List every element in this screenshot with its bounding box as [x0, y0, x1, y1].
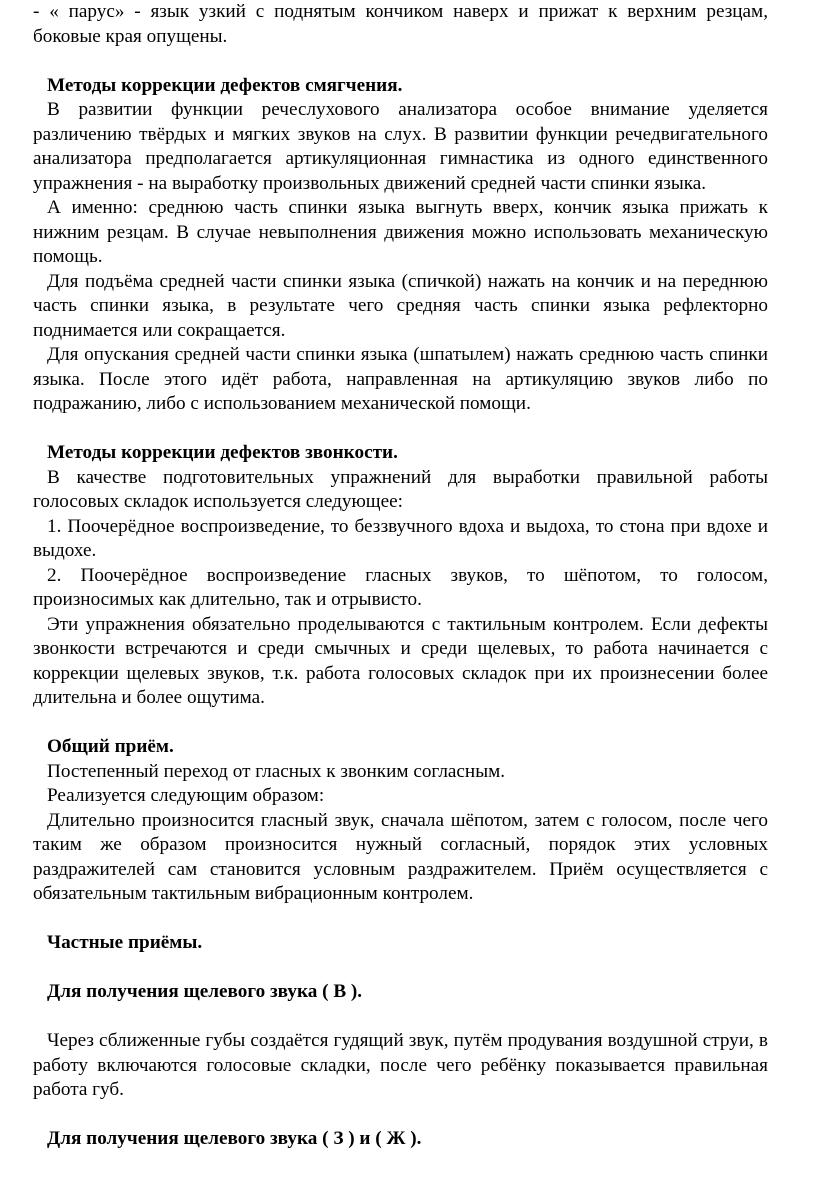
section-heading: Общий приём.	[47, 736, 174, 757]
section-heading: Для получения щелевого звука ( В ).	[47, 981, 363, 1002]
section-heading: Для получения щелевого звука ( З ) и ( Ж ).	[47, 1128, 422, 1149]
blank-line	[33, 1005, 768, 1030]
section-heading: Методы коррекции дефектов звонкости.	[47, 442, 398, 463]
paragraph: Постепенный переход от гласных к звонким согласным.	[47, 760, 506, 782]
paragraph: 2. Поочерёдное воспроизведение гласных звуков, то шёпотом, то голосом, произносимых как длительно, так и отрывисто.	[33, 564, 768, 610]
section-heading: Методы коррекции дефектов смягчения.	[47, 74, 403, 96]
blank-line	[33, 907, 768, 932]
paragraph: Длительно произносится гласный звук, сначала шёпотом, затем с голосом, после чего таким же образом произносится нужный согласный, порядок этих условных раздражителей сам становится условным раздражителем. Приём осуществляется с обязательным тактильным вибрационным контролем.	[33, 809, 768, 904]
paragraph: 1. Поочерёдное воспроизведение, то беззвучного вдоха и выдоха, то стона при вдохе и выдохе.	[33, 515, 768, 561]
paragraph: Через сближенные губы создаётся гудящий звук, путём продувания воздушной струи, в работу включаются голосовые складки, после чего ребёнку показывается правильная работа губ.	[33, 1030, 768, 1100]
paragraph: А именно: среднюю часть спинки языка выгнуть вверх, кончик языка прижать к нижним резцам. В случае невыполнения движения можно использовать механическую помощь.	[33, 197, 768, 267]
blank-line	[33, 417, 768, 442]
blank-line	[33, 1103, 768, 1128]
paragraph: - « парус» - язык узкий с поднятым кончиком наверх и прижат к верхним резцам, боковые края опущены.	[33, 1, 768, 47]
paragraph: Для опускания средней части спинки языка (шпатылем) нажать среднюю часть спинки языка. После этого идёт работа, направленная на артикуляцию звуков либо по подражанию, либо с использованием механической помощи.	[33, 344, 768, 414]
paragraph: В качестве подготовительных упражнений для выработки правильной работы голосовых складок используется следующее:	[33, 466, 768, 512]
section-heading: Частные приёмы.	[47, 932, 203, 953]
blank-line	[33, 711, 768, 736]
paragraph: Для подъёма средней части спинки языка (спичкой) нажать на кончик и на переднюю часть спинки языка, в результате чего средняя часть спинки языка рефлекторно поднимается или сокращается.	[33, 270, 768, 341]
blank-line	[33, 49, 768, 74]
paragraph: В развитии функции речеслухового анализатора особое внимание уделяется различению твёрдых и мягких звуков на слух. В развитии функции речедвигательного анализатора предполагается артикуляционная гимнастика из одного единственного упражнения - на выработку произвольных движений средней части спинки языка.	[33, 99, 768, 194]
paragraph: Эти упражнения обязательно проделываются с тактильным контролем. Если дефекты звонкости встречаются и среди смычных и среди щелевых, то работа начинается с коррекции щелевых звуков, т.к. работа голосовых складок при их произнесении более длительна и более ощутима.	[33, 613, 768, 708]
paragraph: Реализуется следующим образом:	[47, 785, 325, 806]
blank-line	[33, 956, 768, 981]
